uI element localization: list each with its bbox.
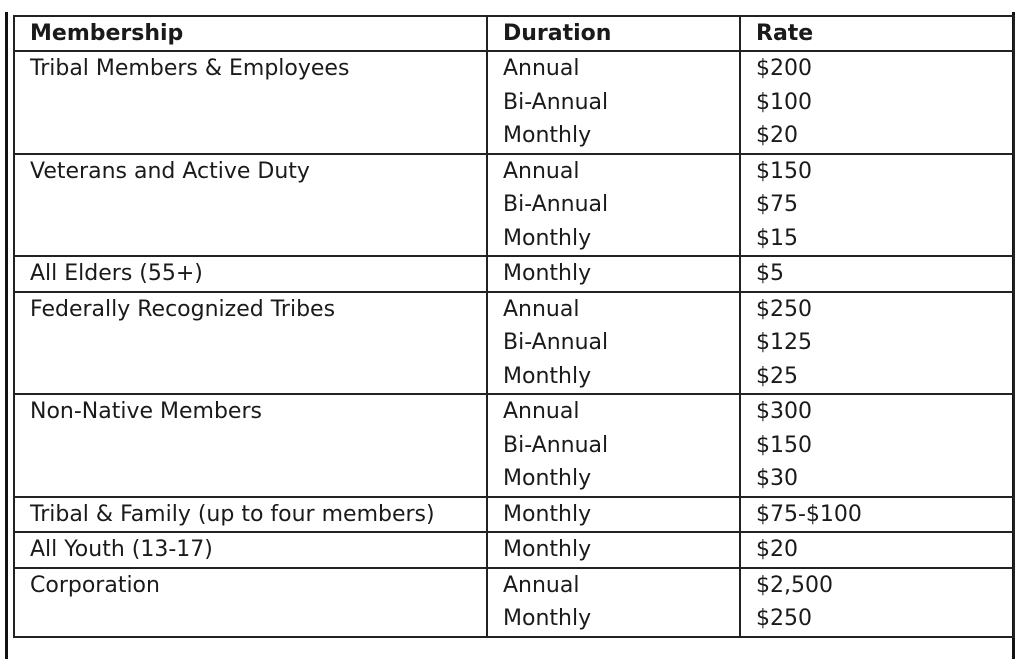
duration-cell	[487, 497, 740, 533]
rate-value: $150	[756, 158, 812, 184]
duration-value: Monthly	[503, 501, 592, 527]
rate-value: $25	[756, 363, 798, 389]
table-row	[14, 568, 1014, 637]
rate-cell	[740, 394, 1014, 497]
membership-label: Federally Recognized Tribes	[30, 296, 336, 322]
duration-cell	[487, 256, 740, 292]
duration-cell	[487, 154, 740, 257]
duration-value: Annual	[503, 56, 580, 81]
membership-cell	[14, 51, 487, 154]
rate-cell	[740, 51, 1014, 154]
duration-value: Annual	[503, 399, 580, 424]
header-rate: Rate	[740, 16, 1014, 51]
rate-cell	[740, 154, 1014, 257]
membership-label: Tribal Members & Employees	[30, 56, 350, 81]
membership-label: All Elders (55+)	[30, 261, 203, 286]
rate-value: $2,500	[756, 572, 833, 598]
duration-value: Annual	[503, 158, 580, 184]
table-row	[14, 154, 1014, 257]
table-row	[14, 256, 1014, 292]
membership-cell	[14, 532, 487, 568]
rate-value: $20	[756, 123, 798, 148]
membership-cell	[14, 292, 487, 395]
duration-value: Monthly	[503, 466, 592, 491]
rate-cell	[740, 256, 1014, 292]
rate-value: $300	[756, 399, 812, 424]
rate-value: $15	[756, 225, 798, 251]
membership-label: Non-Native Members	[30, 399, 262, 424]
duration-cell	[487, 568, 740, 637]
duration-value: Monthly	[503, 123, 592, 148]
table-row	[14, 497, 1014, 533]
membership-label: All Youth (13-17)	[30, 537, 213, 562]
rate-value: $125	[756, 330, 812, 355]
rate-value: $30	[756, 466, 798, 491]
duration-value: Monthly	[503, 261, 592, 286]
membership-cell	[14, 497, 487, 533]
table-row	[14, 394, 1014, 497]
header-membership: Membership	[14, 16, 487, 51]
rate-value: $200	[756, 56, 812, 81]
duration-value: Bi-Annual	[503, 192, 609, 217]
rate-value: $5	[756, 261, 784, 286]
duration-value: Annual	[503, 572, 580, 598]
table-body	[14, 51, 1014, 637]
header-duration: Duration	[487, 16, 740, 51]
duration-value: Bi-Annual	[503, 432, 609, 458]
rate-cell	[740, 532, 1014, 568]
duration-value: Bi-Annual	[503, 89, 609, 115]
rate-value: $100	[756, 89, 812, 115]
membership-label: Veterans and Active Duty	[30, 158, 310, 184]
duration-cell	[487, 394, 740, 497]
membership-rates-table	[13, 15, 1015, 638]
duration-value: Bi-Annual	[503, 330, 609, 355]
duration-cell	[487, 51, 740, 154]
rate-cell	[740, 568, 1014, 637]
membership-cell	[14, 256, 487, 292]
membership-label: Tribal & Family (up to four members)	[30, 501, 435, 527]
rate-cell	[740, 292, 1014, 395]
duration-value: Monthly	[503, 537, 592, 562]
table-row	[14, 51, 1014, 154]
duration-cell	[487, 292, 740, 395]
rate-value: $150	[756, 432, 812, 458]
membership-cell	[14, 154, 487, 257]
membership-cell	[14, 394, 487, 497]
duration-value: Annual	[503, 296, 580, 322]
membership-cell	[14, 568, 487, 637]
rate-value: $75-$100	[756, 501, 862, 527]
rate-value: $20	[756, 537, 798, 562]
rate-value: $250	[756, 296, 812, 322]
duration-value: Monthly	[503, 225, 592, 251]
duration-value: Monthly	[503, 363, 592, 389]
table-row	[14, 532, 1014, 568]
rate-cell	[740, 497, 1014, 533]
table-header-row	[14, 16, 1014, 51]
membership-label: Corporation	[30, 572, 160, 598]
duration-value: Monthly	[503, 606, 592, 631]
duration-cell	[487, 532, 740, 568]
table-row	[14, 292, 1014, 395]
rate-value: $250	[756, 606, 812, 631]
rate-value: $75	[756, 192, 798, 217]
